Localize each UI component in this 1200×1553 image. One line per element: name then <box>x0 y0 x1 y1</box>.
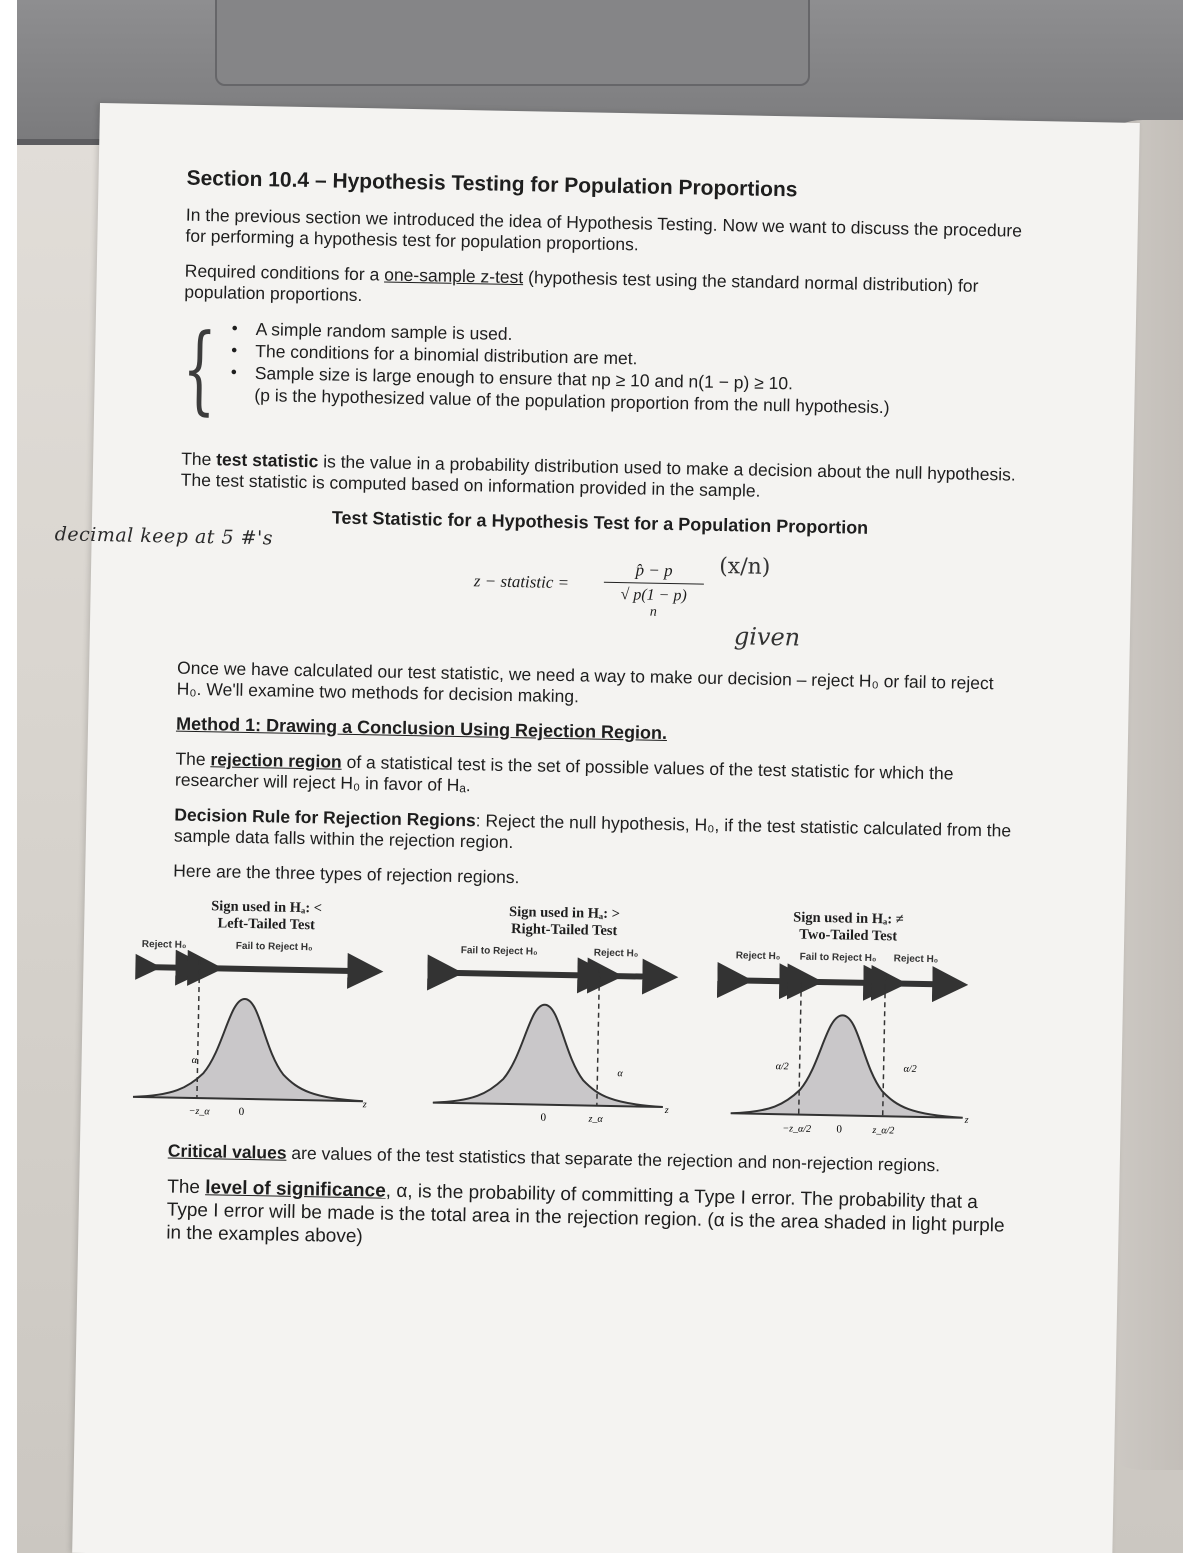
left-tailed-header: Sign used in Hₐ: < Left-Tailed Test <box>211 898 323 934</box>
svg-text:z_α/2: z_α/2 <box>872 1125 895 1137</box>
handwritten-given: given <box>733 622 801 652</box>
formula-title: Test Statistic for a Hypothesis Test for a Population Proportion <box>331 507 869 538</box>
two-fail-label: Fail to Reject H₀ <box>799 951 877 965</box>
laptop-trackpad <box>215 0 810 86</box>
section-title: Section 10.4 – Hypothesis Testing for Population Proportions <box>186 166 798 202</box>
z-formula-fraction <box>603 560 704 622</box>
condition-item: • A simple random sample is used. <box>231 318 513 344</box>
formula-denominator: √ p(1 − p) <box>620 586 687 605</box>
svg-text:z: z <box>664 1105 669 1117</box>
right-reject-label: Reject H₀ <box>593 947 639 960</box>
method-1-title: Method 1: Drawing a Conclusion Using Rejection Region. <box>175 713 668 743</box>
right-tailed-header: Sign used in Hₐ: > Right-Tailed Test <box>508 904 621 940</box>
two-reject-left-label: Reject H₀ <box>735 950 781 963</box>
svg-text:α/2: α/2 <box>903 1063 917 1075</box>
decision-rule-term: Decision Rule for Rejection Regions <box>174 804 476 831</box>
rejection-region-paragraph: The rejection region of a statistical test is the set of possible values of the test statistic for which the researcher will reject H₀ in favor of Hₐ. <box>174 748 954 796</box>
worksheet-page <box>54 103 1140 1553</box>
condition-note: (p is the hypothesized value of the population proportion from the null hypothesis.) <box>254 385 890 418</box>
two-tailed-header: Sign used in Hₐ: ≠ Two-Tailed Test <box>793 909 904 945</box>
z-statistic-label: z − statistic = <box>473 571 570 593</box>
svg-text:α: α <box>191 1054 197 1067</box>
level-of-significance-term: level of significance <box>205 1177 386 1202</box>
formula-numerator: p̂ − p <box>604 560 704 585</box>
formula-block <box>54 523 1019 674</box>
svg-text:z_α: z_α <box>588 1113 603 1125</box>
critical-values-paragraph: Critical values are values of the test statistics that separate the rejection and non-rejection regions. <box>167 1140 941 1176</box>
left-tailed-diagram <box>133 959 370 1120</box>
intro-paragraph: In the previous section we introduced the idea of Hypothesis Testing. Now we want to discuss the procedure for performing a hypothesis test for population proportions. <box>185 204 1023 255</box>
decision-paragraph: Once we have calculated our test statistic, we need a way to make our decision – reject H₀ or fail to reject H₀. We'll examine two methods for decision making. <box>176 657 994 707</box>
svg-text:0: 0 <box>540 1111 547 1124</box>
svg-text:−z_α/2: −z_α/2 <box>782 1123 812 1135</box>
worksheet-content <box>54 166 1027 1275</box>
svg-text:0: 0 <box>238 1105 245 1118</box>
conditions-lead-tail: (hypothesis test using the standard normal distribution) for population proportions. <box>184 267 979 306</box>
rejection-region-diagrams <box>132 897 1048 1149</box>
handwritten-brace: { <box>181 312 218 426</box>
svg-text:z: z <box>362 1099 367 1111</box>
left-reject-label: Reject H₀ <box>141 938 187 951</box>
right-fail-label: Fail to Reject H₀ <box>460 945 538 958</box>
handwritten-note-decimal: decimal keep at 5 #'s <box>54 523 274 550</box>
conditions-list <box>181 312 1024 426</box>
handwritten-x-over-n: (x/n) <box>718 553 771 580</box>
svg-text:z: z <box>964 1114 969 1126</box>
formula-denominator-n: n <box>649 604 657 620</box>
test-statistic-paragraph: The test statistic is the value in a probability distribution used to make a decision about the null hypothesis. The test statistic is computed based on information provided in the sample. <box>180 448 1016 501</box>
one-sample-z-test-term: one-sample z-test <box>384 264 524 288</box>
condition-item: • Sample size is large enough to ensure that np ≥ 10 and n(1 − p) ≥ 10. <box>230 362 794 394</box>
critical-values-term: Critical values <box>167 1140 287 1163</box>
test-statistic-term: test statistic <box>216 449 319 472</box>
two-tailed-diagram <box>730 972 971 1138</box>
rejection-region-term: rejection region <box>210 749 342 772</box>
svg-text:α/2: α/2 <box>775 1061 789 1073</box>
left-fail-label: Fail to Reject H₀ <box>235 940 313 954</box>
normal-curves-graphic <box>132 897 1036 1149</box>
condition-item: • The conditions for a binomial distribution are met. <box>231 340 638 369</box>
conditions-lead <box>184 261 1025 319</box>
svg-text:−z_α: −z_α <box>188 1105 210 1118</box>
svg-text:0: 0 <box>836 1123 843 1136</box>
significance-paragraph: The level of significance, α, is the probability of committing a Type I error. The probability that a Type I error will be made is the total area in the rejection region. (α is the area shaded in light purple in the examples above) <box>166 1176 1005 1248</box>
two-reject-right-label: Reject H₀ <box>893 953 939 966</box>
svg-text:α: α <box>617 1068 623 1080</box>
conditions-lead-text: Required conditions for a <box>184 260 380 285</box>
decision-rule-paragraph: Decision Rule for Rejection Regions: Reject the null hypothesis, H₀, if the test statistic calculated from the sample data falls within the rejection region. <box>173 804 1012 853</box>
three-types-line: Here are the three types of rejection regions. <box>173 860 520 888</box>
right-tailed-diagram <box>433 965 672 1127</box>
